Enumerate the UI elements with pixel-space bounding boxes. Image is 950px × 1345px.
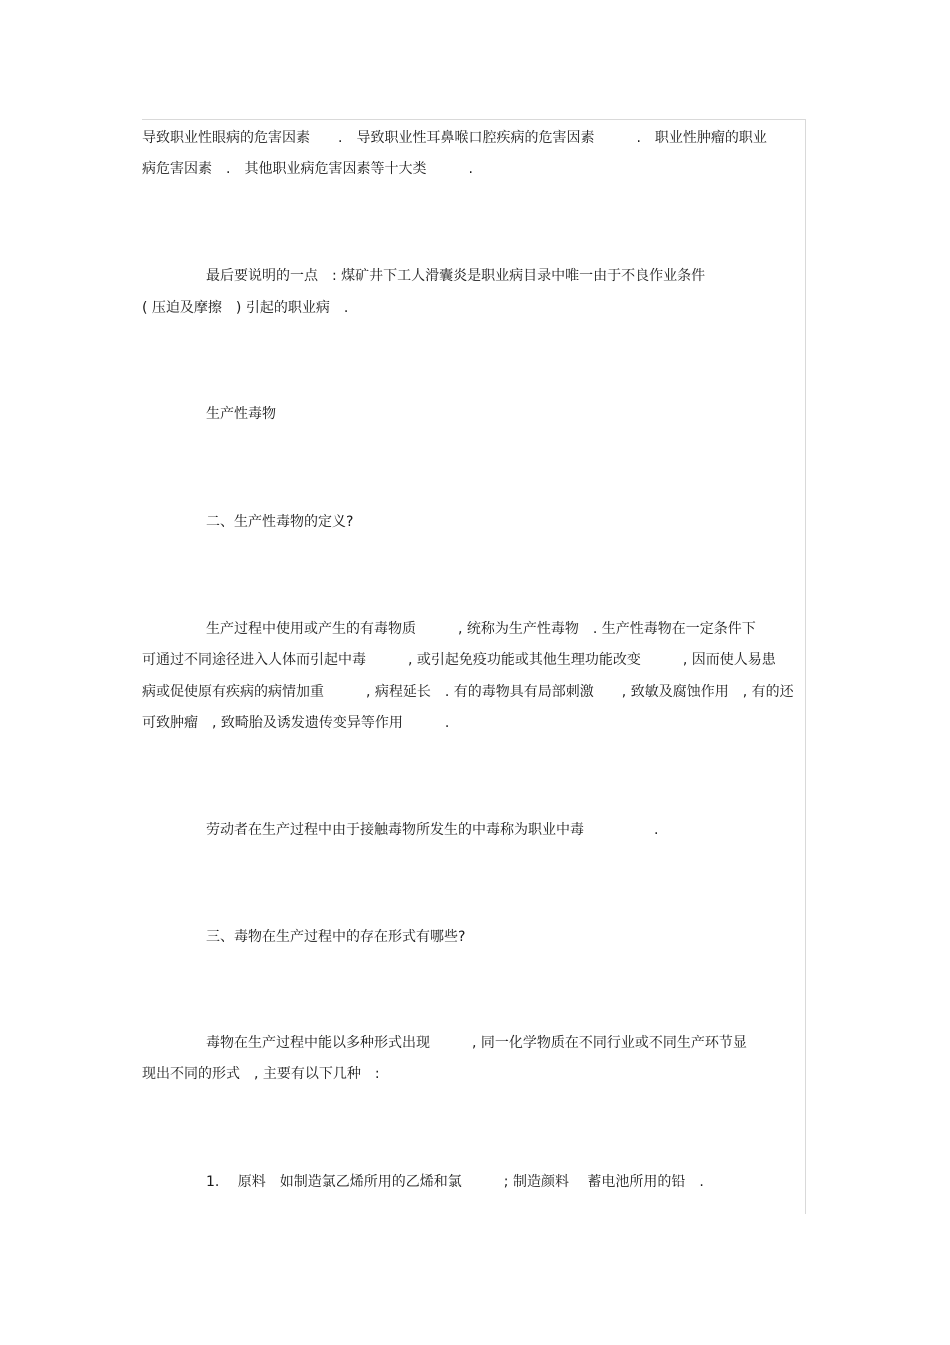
- text-line-3: 最后要说明的一点 : 煤矿井下工人滑囊炎是职业病目录中唯一由于不良作业条件: [206, 268, 706, 284]
- text-line-4: ( 压迫及摩擦 ) 引起的职业病 .: [142, 300, 349, 316]
- text-line-7: 生产过程中使用或产生的有毒物质 , 统称为生产性毒物 . 生产性毒物在一定条件下: [206, 621, 756, 637]
- text-line-11: 劳动者在生产过程中由于接触毒物所发生的中毒称为职业中毒 .: [206, 822, 659, 838]
- section-heading-definition: 二、生产性毒物的定义?: [206, 514, 354, 530]
- section-heading-forms: 三、毒物在生产过程中的存在形式有哪些?: [206, 929, 466, 945]
- text-line-10: 可致肿瘤 , 致畸胎及诱发遗传变异等作用 .: [142, 715, 450, 731]
- text-line-8: 可通过不同途径进入人体而引起中毒 , 或引起免疫功能或其他生理功能改变 , 因而使人易患: [142, 652, 776, 668]
- text-line-2: 病危害因素 . 其他职业病危害因素等十大类 .: [142, 161, 473, 177]
- list-item-1: 1. 原料 如制造氯乙烯所用的乙烯和氯 ; 制造颜料 蓄电池所用的铅 .: [206, 1174, 704, 1190]
- section-heading-toxicants: 生产性毒物: [206, 406, 276, 422]
- text-line-13: 毒物在生产过程中能以多种形式出现 , 同一化学物质在不同行业或不同生产环节显: [206, 1035, 747, 1051]
- text-line-9: 病或促使原有疾病的病情加重 , 病程延长 . 有的毒物具有局部刺激 , 致敏及腐蚀作用 , 有的还: [142, 684, 794, 700]
- text-line-14: 现出不同的形式 , 主要有以下几种 :: [142, 1066, 380, 1082]
- text-line-1: 导致职业性眼病的危害因素 . 导致职业性耳鼻喉口腔疾病的危害因素 . 职业性肿瘤的职业: [142, 130, 767, 146]
